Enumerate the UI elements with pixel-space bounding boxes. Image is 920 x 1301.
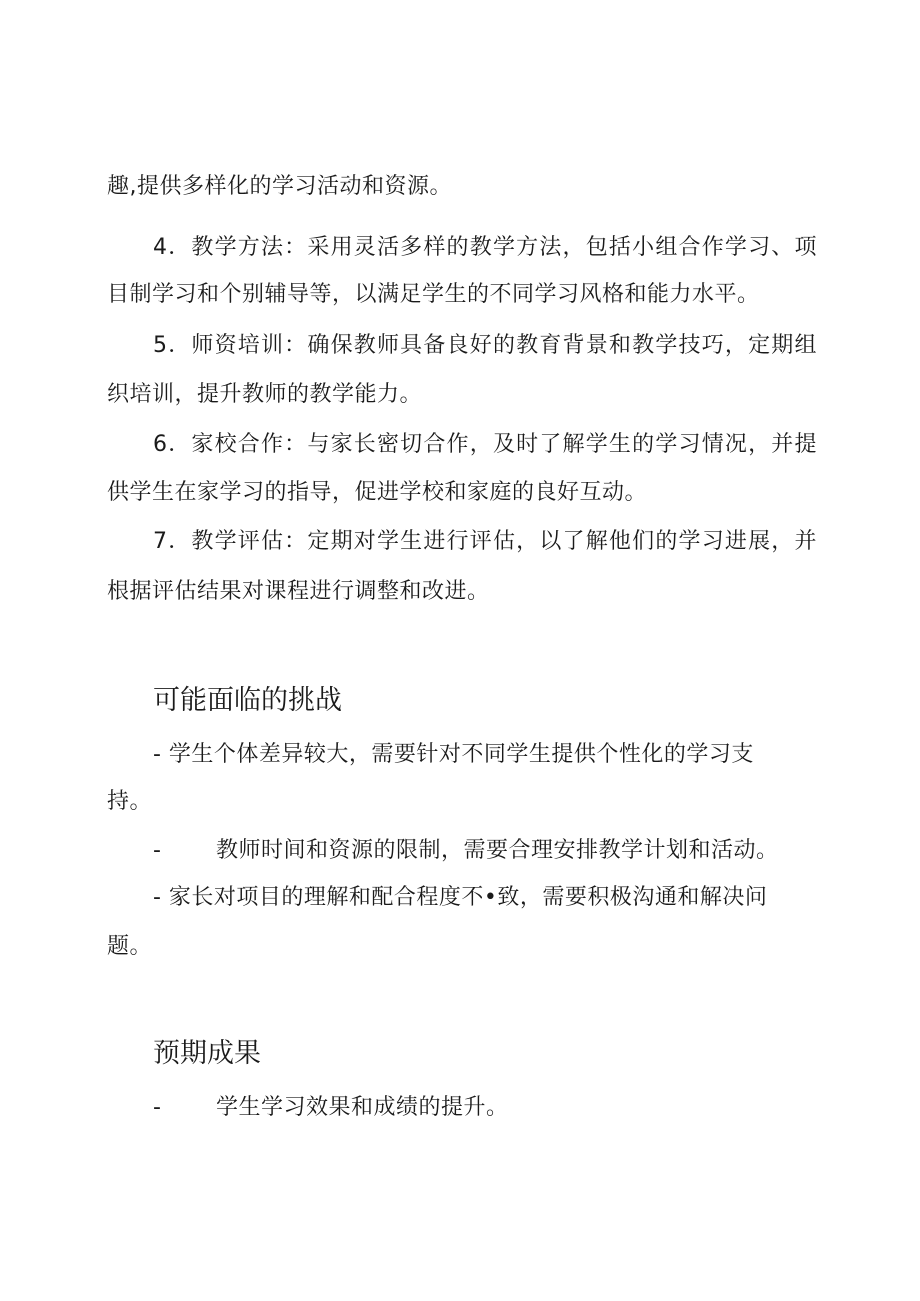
challenge-3-line2: 题。	[107, 934, 153, 959]
challenge-1-line2: 持。	[107, 789, 153, 814]
plan-item-7-line2: 根据评估结果对课程进行调整和改进。	[107, 579, 490, 604]
challenge-1-line1: - 学生个体差异较大，需要针对不同学生提供个性化的学习支	[153, 742, 754, 767]
plan-item-6-line1: 6．家校合作：与家长密切合作，及时了解学生的学习情况，并提	[153, 432, 817, 457]
plan-item-4-line2: 目制学习和个别辅导等，以满足学生的不同学习风格和能力水平。	[107, 282, 760, 307]
outcome-1-text: 学生学习效果和成绩的提升。	[216, 1095, 509, 1120]
plan-item-6-line2: 供学生在家学习的指导，促进学校和家庭的良好互动。	[107, 480, 648, 505]
challenges-heading: 可能面临的挑战	[153, 685, 342, 716]
challenge-3-line1: - 家长对项目的理解和配合程度不•致，需要积极沟通和解决问	[153, 885, 768, 910]
plan-item-5-line1: 5．师资培训：确保教师具备良好的教育背景和教学技巧，定期组	[153, 333, 817, 358]
challenge-2-dash: -	[153, 838, 161, 863]
plan-item-7-line1: 7．教学评估：定期对学生进行评估，以了解他们的学习进展，并	[153, 529, 817, 554]
outcomes-heading: 预期成果	[153, 1038, 261, 1069]
plan-item-4-line1: 4．教学方法：采用灵活多样的教学方法，包括小组合作学习、项	[153, 235, 817, 260]
plan-item-5-line2: 织培训，提升教师的教学能力。	[107, 382, 423, 407]
challenge-2-text: 教师时间和资源的限制，需要合理安排教学计划和活动。	[216, 838, 779, 863]
outcome-1-dash: -	[153, 1095, 161, 1120]
continuation-text: 趣,提供多样化的学习活动和资源。	[107, 174, 452, 199]
